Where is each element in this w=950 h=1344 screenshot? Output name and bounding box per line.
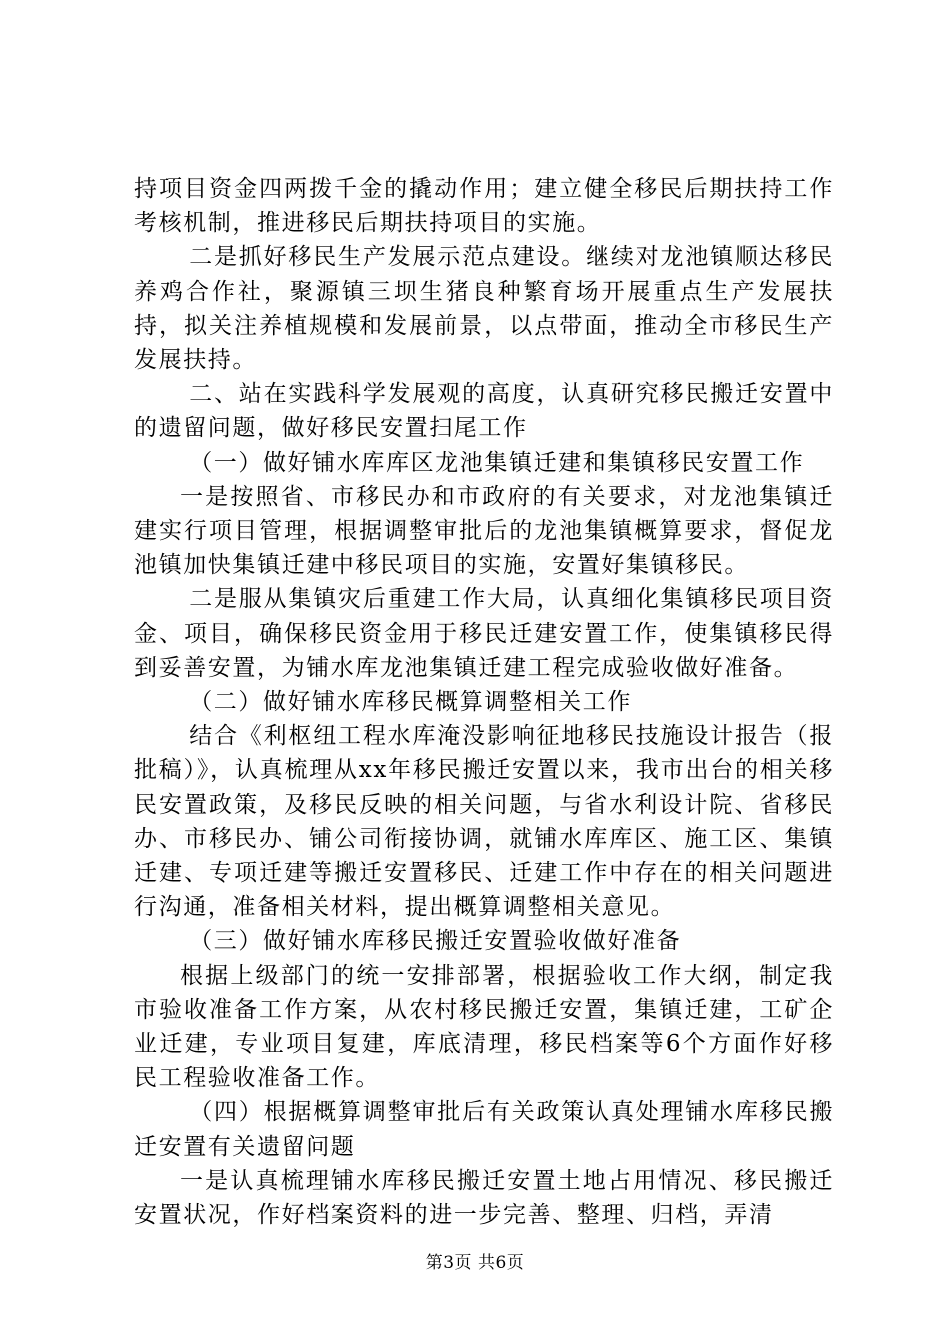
paragraph: 根据上级部门的统一安排部署，根据验收工作大纲，制定我市验收准备工作方案，从农村移民搬迁安置，集镇迁建，工矿企业迁建，专业项目复建，库底清理，移民档案等6个方面作好移民工程验收准备工作。 — [134, 962, 834, 1092]
paragraph: 二是抓好移民生产发展示范点建设。继续对龙池镇顺达移民养鸡合作社，聚源镇三坝生猪良种繁育场开展重点生产发展扶持，拟关注养植规模和发展前景，以点带面，推动全市移民生产发展扶持。 — [134, 244, 834, 374]
subsection-heading: （一）做好铺水库库区龙池集镇迁建和集镇移民安置工作 — [189, 449, 805, 476]
subsection-heading: （二）做好铺水库移民概算调整相关工作 — [189, 689, 632, 716]
paragraph: 一是按照省、市移民办和市政府的有关要求，对龙池集镇迁建实行项目管理，根据调整审批后的龙池集镇概算要求，督促龙池镇加快集镇迁建中移民项目的实施，安置好集镇移民。 — [134, 483, 834, 579]
subsection-heading: （三）做好铺水库移民搬迁安置验收做好准备 — [189, 928, 682, 955]
document-body — [134, 172, 834, 1232]
paragraph: 一是认真梳理铺水库移民搬迁安置土地占用情况、移民搬迁安置状况，作好档案资料的进一步完善、整理、归档，弄清 — [134, 1167, 834, 1229]
paragraph: 持项目资金四两拨千金的撬动作用；建立健全移民后期扶持工作考核机制，推进移民后期扶持项目的实施。 — [134, 176, 834, 237]
page-footer: 第3页 共6页 — [425, 1253, 525, 1273]
section-heading: 二、站在实践科学发展观的高度，认真研究移民搬迁安置中的遗留问题，做好移民安置扫尾工作 — [134, 381, 834, 442]
paragraph: 二是服从集镇灾后重建工作大局，认真细化集镇移民项目资金、项目，确保移民资金用于移民迁建安置工作，使集镇移民得到妥善安置，为铺水库龙池集镇迁建工程完成验收做好准备。 — [134, 586, 834, 681]
subsection-heading: （四）根据概算调整审批后有关政策认真处理铺水库移民搬迁安置有关遗留问题 — [134, 1099, 834, 1160]
paragraph: 结合《利枢纽工程水库淹没影响征地移民技施设计报告（报批稿）》，认真梳理从xx年移民搬迁安置以来，我市出台的相关移民安置政策，及移民反映的相关问题，与省水利设计院、省移民办、市移民办、铺公司衔接协调，就铺水库库区、施工区、集镇迁建、专项迁建等搬迁安置移民、迁建工作中存在的相关问题进行沟通，准备相关材料，提出概算调整相关意见。 — [134, 723, 834, 921]
